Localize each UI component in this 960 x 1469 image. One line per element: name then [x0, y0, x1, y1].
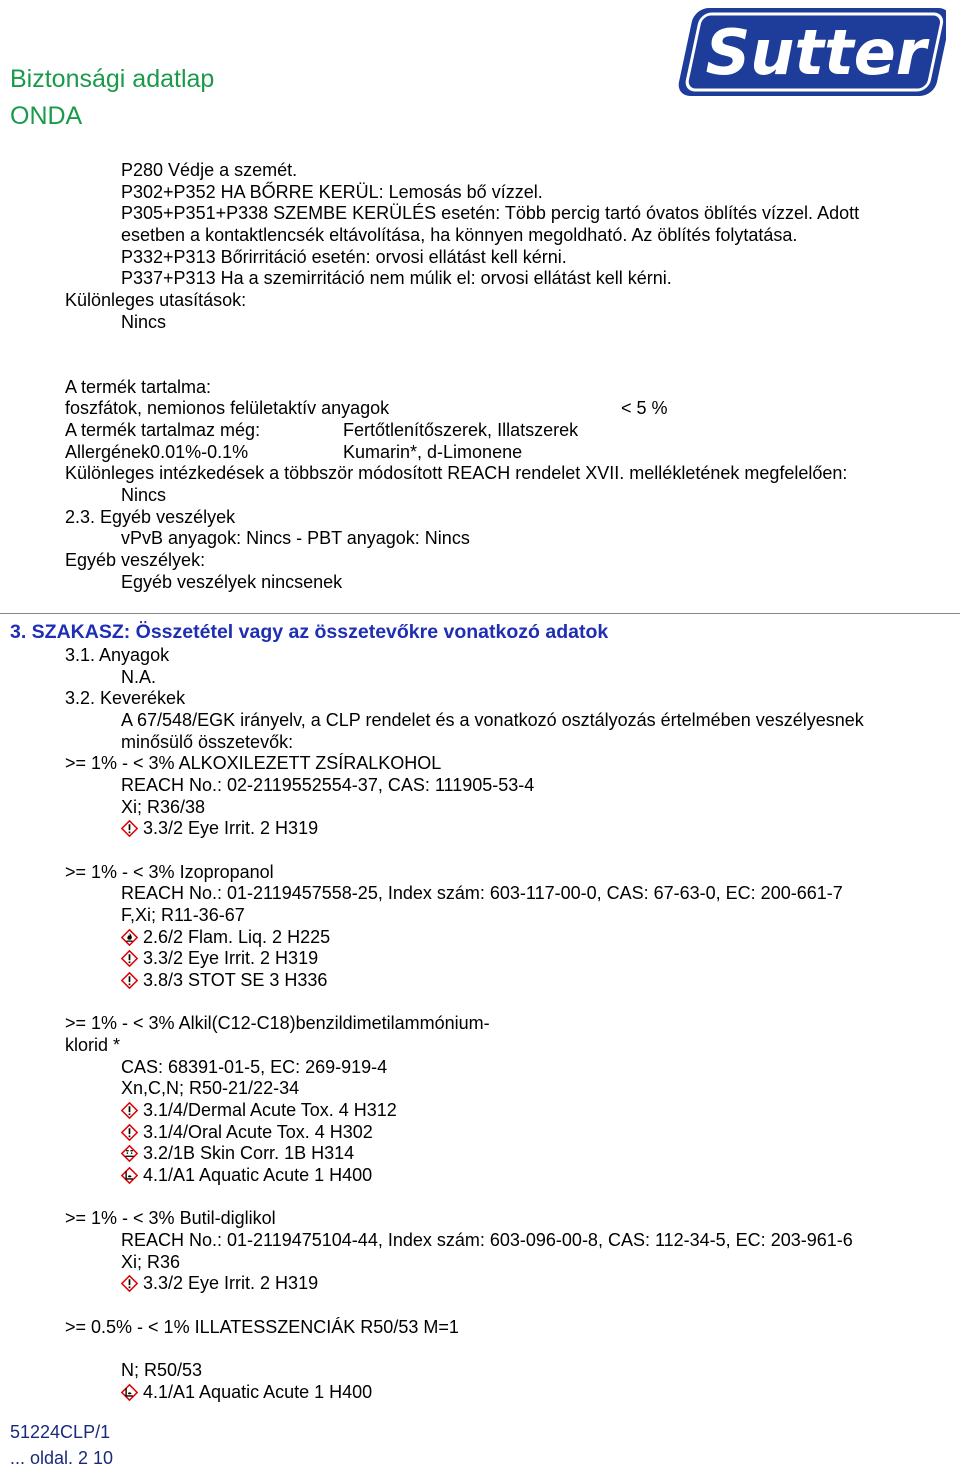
reach-measures-value: Nincs: [121, 485, 167, 505]
exclamation-icon: [121, 1275, 138, 1292]
exclamation-icon: [121, 820, 138, 837]
content-label: A termék tartalma:: [65, 377, 212, 397]
hazard-row: [121, 1273, 318, 1294]
hazard-row: [121, 1100, 397, 1121]
document-code: 51224CLP/1: [10, 1422, 111, 1442]
hazard-row: [121, 1143, 354, 1164]
component-name: >= 1% - < 3% Alkil(C12-C18)benzildimetilammónium-: [65, 1013, 490, 1033]
hazard-row: [121, 1122, 373, 1143]
mixtures-heading: 3.2. Keverékek: [65, 688, 186, 708]
exclamation-icon: [121, 1102, 138, 1119]
component-name: >= 1% - < 3% Izopropanol: [65, 862, 274, 882]
component-class: Xn,C,N; R50-21/22-34: [121, 1078, 300, 1098]
hazard-row: [121, 927, 330, 948]
hazard-row: [121, 818, 318, 839]
hazard-text: 3.2/1B Skin Corr. 1B H314: [143, 1143, 355, 1163]
precaution-p337: P337+P313 Ha a szemirritáció nem múlik el: orvosi ellátást kell kérni.: [121, 268, 672, 288]
section-divider: [0, 613, 960, 614]
allergens-label: Allergének0.01%-0.1%: [65, 442, 249, 462]
component-ids: CAS: 68391-01-5, EC: 269-919-4: [121, 1057, 388, 1077]
component-name: >= 1% - < 3% ALKOXILEZETT ZSÍRALKOHOL: [65, 753, 442, 773]
hazard-row: [121, 970, 327, 991]
document-title: Biztonsági adatlap: [10, 65, 215, 93]
special-instructions-label: Különleges utasítások:: [65, 290, 247, 310]
component-ids: REACH No.: 01-2119457558-25, Index szám: 603-117-00-0, CAS: 67-63-0, EC: 200-661-7: [121, 883, 843, 903]
hazard-text: 3.3/2 Eye Irrit. 2 H319: [143, 1273, 319, 1293]
sutter-logo: [676, 2, 946, 102]
hazard-row: [121, 1165, 372, 1186]
component-name: >= 0.5% - < 1% ILLATESSZENCIÁK R50/53 M=1: [65, 1317, 459, 1337]
exclamation-icon: [121, 1124, 138, 1141]
content-item: foszfátok, nemionos felületaktív anyagok: [65, 398, 390, 418]
hazard-text: 3.3/2 Eye Irrit. 2 H319: [143, 948, 319, 968]
component-class: Xi; R36/38: [121, 797, 206, 817]
precaution-p305: P305+P351+P338 SZEMBE KERÜLÉS esetén: Több percig tartó óvatos öblítés vízzel. Adott: [121, 203, 860, 223]
vpvb-pbt: vPvB anyagok: Nincs - PBT anyagok: Nincs: [121, 528, 470, 548]
component-ids: REACH No.: 02-2119552554-37, CAS: 111905-53-4: [121, 775, 535, 795]
precaution-p332: P332+P313 Bőrirritáció esetén: orvosi ellátást kell kérni.: [121, 247, 567, 267]
hazard-text: 4.1/A1 Aquatic Acute 1 H400: [143, 1165, 373, 1185]
other-hazards-heading: 2.3. Egyéb veszélyek: [65, 507, 236, 527]
other-hazards-label: Egyéb veszélyek:: [65, 550, 206, 570]
precaution-p305-cont: esetben a kontaktlencsék eltávolítása, ha könnyen megoldható. Az öblítés folytatása.: [121, 225, 798, 245]
exclamation-icon: [121, 950, 138, 967]
svg-text:Sutter: Sutter: [705, 16, 927, 89]
content-also-value: Fertőtlenítőszerek, Illatszerek: [343, 420, 579, 440]
allergens-value: Kumarin*, d-Limonene: [343, 442, 523, 462]
hazard-row: [121, 948, 318, 969]
product-name: ONDA: [10, 102, 83, 130]
component-class: N; R50/53: [121, 1360, 203, 1380]
environment-icon: [121, 1167, 138, 1184]
hazard-text: 4.1/A1 Aquatic Acute 1 H400: [143, 1382, 373, 1402]
mixtures-text: A 67/548/EGK irányelv, a CLP rendelet és a vonatkozó osztályozás értelmében veszélyesnek: [121, 710, 864, 730]
precaution-p302: P302+P352 HA BŐRRE KERÜL: Lemosás bő vízzel.: [121, 182, 543, 202]
hazard-row: [121, 1382, 372, 1403]
substances-value: N.A.: [121, 667, 157, 687]
hazard-text: 3.3/2 Eye Irrit. 2 H319: [143, 818, 319, 838]
hazard-text: 3.1/4/Oral Acute Tox. 4 H302: [143, 1122, 373, 1142]
mixtures-text-cont: minősülő összetevők:: [121, 732, 294, 752]
exclamation-icon: [121, 972, 138, 989]
other-hazards-value: Egyéb veszélyek nincsenek: [121, 572, 343, 592]
flame-icon: [121, 929, 138, 946]
section-3-title: 3. SZAKASZ: Összetétel vagy az összetevőkre vonatkozó adatok: [10, 621, 609, 643]
environment-icon: [121, 1384, 138, 1401]
reach-measures-label: Különleges intézkedések a többször módosított REACH rendelet XVII. mellékletének megfelelően:: [65, 463, 848, 483]
component-class: Xi; R36: [121, 1252, 181, 1272]
special-instructions-value: Nincs: [121, 312, 167, 332]
hazard-text: 3.1/4/Dermal Acute Tox. 4 H312: [143, 1100, 397, 1120]
content-amount: < 5 %: [621, 398, 668, 418]
component-class: F,Xi; R11-36-67: [121, 905, 245, 925]
corrosion-icon: [121, 1145, 138, 1162]
content-also-label: A termék tartalmaz még:: [65, 420, 261, 440]
hazard-text: 3.8/3 STOT SE 3 H336: [143, 970, 328, 990]
hazard-text: 2.6/2 Flam. Liq. 2 H225: [143, 927, 331, 947]
component-ids: REACH No.: 01-2119475104-44, Index szám: 603-096-00-8, CAS: 112-34-5, EC: 203-961-6: [121, 1230, 853, 1250]
component-name-cont: klorid *: [65, 1035, 121, 1055]
page-number: ... oldal. 2 10: [10, 1448, 114, 1468]
substances-heading: 3.1. Anyagok: [65, 645, 170, 665]
component-name: >= 1% - < 3% Butil-diglikol: [65, 1208, 276, 1228]
precaution-p280: P280 Védje a szemét.: [121, 160, 298, 180]
